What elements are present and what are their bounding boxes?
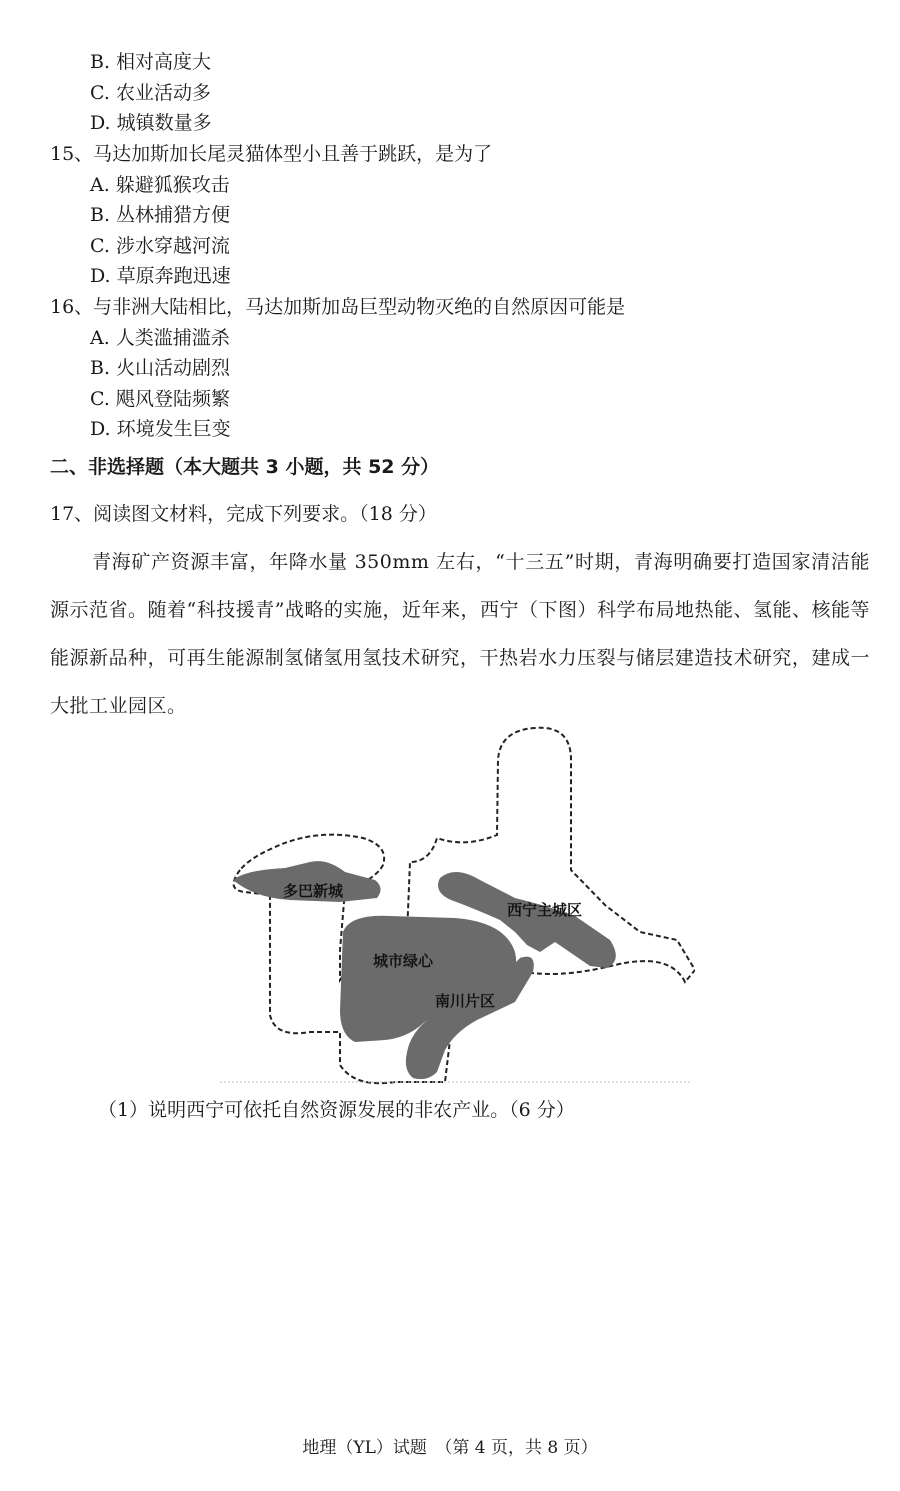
- q15-option-b: B. 丛林捕猎方便: [90, 204, 231, 226]
- q15-stem: 15、马达加斯加长尾灵猫体型小且善于跳跃，是为了: [50, 143, 493, 165]
- q16-option-b: B. 火山活动剧烈: [90, 357, 231, 379]
- xining-map: [215, 720, 695, 1090]
- label-green-heart: 城市绿心: [373, 952, 434, 970]
- q16-option-d: D. 环境发生巨变: [90, 418, 231, 440]
- label-xining: 西宁主城区: [507, 901, 583, 919]
- q17-sub1: （1）说明西宁可依托自然资源发展的非农产业。（6 分）: [98, 1099, 575, 1121]
- label-nanchuan: 南川片区: [435, 992, 496, 1010]
- q17-stem: 17、阅读图文材料，完成下列要求。（18 分）: [50, 503, 437, 525]
- q17-material: 青海矿产资源丰富，年降水量 350mm 左右，“十三五”时期，青海明确要打造国家清洁能源示范省。随着“科技援青”战略的实施，近年来，西宁（下图）科学布局地热能、氢能、核能等能源新品种，可再生能源制氢储氢用氢技术研究，干热岩水力压裂与储层建造技术研究，建成一大批工业园区。: [50, 551, 870, 717]
- section-heading: 二、非选择题（本大题共 3 小题，共 52 分）: [50, 456, 440, 478]
- q16-stem: 16、与非洲大陆相比，马达加斯加岛巨型动物灭绝的自然原因可能是: [50, 296, 626, 318]
- urban-boundary: [234, 728, 695, 1083]
- q14-option-c: C. 农业活动多: [90, 82, 211, 104]
- page-footer: 地理（YL）试题 （第 4 页，共 8 页）: [302, 1438, 598, 1458]
- q15-option-c: C. 涉水穿越河流: [90, 235, 230, 257]
- label-duoba: 多巴新城: [283, 882, 344, 900]
- q14-option-b: B. 相对高度大: [90, 51, 212, 73]
- q15-option-a: A. 躲避狐猴攻击: [90, 174, 230, 196]
- q15-option-d: D. 草原奔跑迅速: [90, 265, 231, 287]
- q14-option-d: D. 城镇数量多: [90, 112, 212, 134]
- q16-option-c: C. 飓风登陆频繁: [90, 388, 230, 410]
- q16-option-a: A. 人类滥捕滥杀: [90, 327, 230, 349]
